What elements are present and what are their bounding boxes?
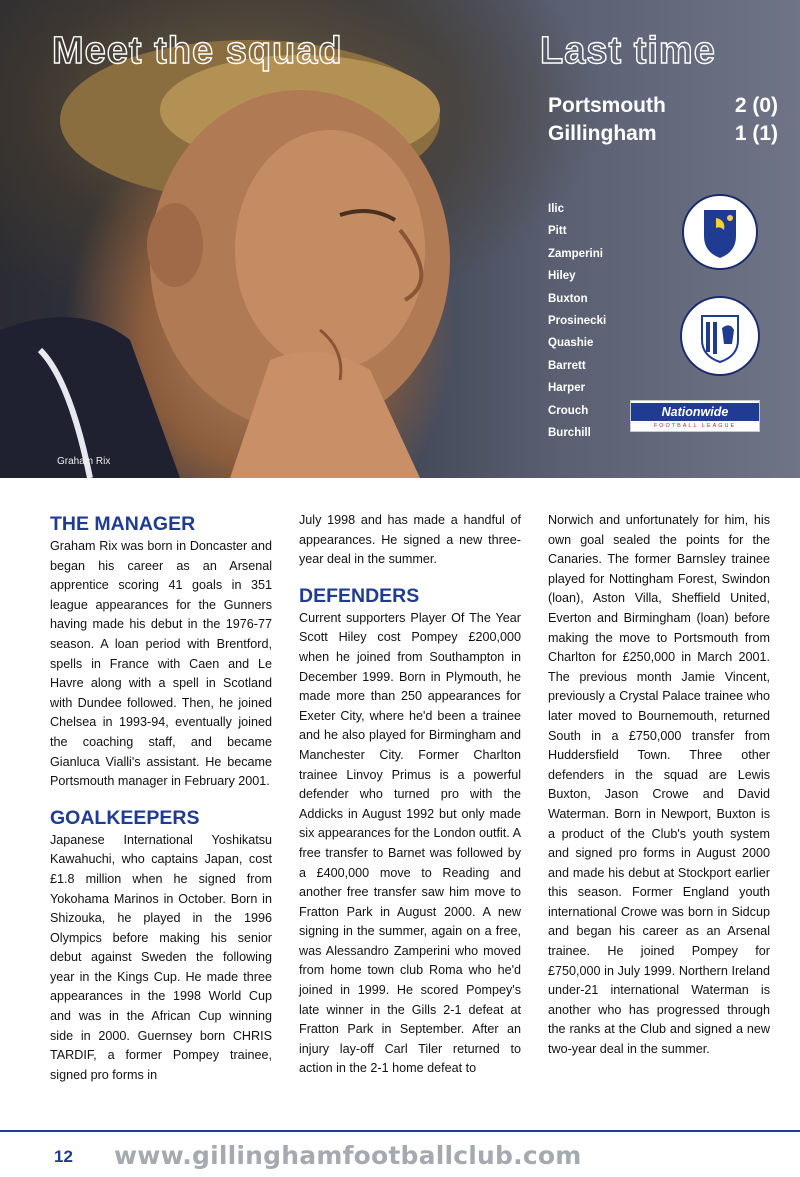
photo-caption: Graham Rix <box>57 456 111 467</box>
goalkeepers-paragraph-continued: July 1998 and has made a handful of appearances. He signed a new three-year deal in the summer. <box>299 513 521 567</box>
defenders-paragraph-continued: Norwich and unfortunately for him, his own goal sealed the points for the Canaries. The former Barnsley trainee played for Nottingham Forest, Swindon (loan), Aston Villa, Sheffield United, Everton and Birmingham (loan) before making the move to Portsmouth from Charlton for £250,000 in March 2001. The previous month Jamie Vincent, previously a Crystal Palace trainee who later moved to Bournemouth, returned South in a £750,000 transfer from Huddersfield Town. Three other defenders in the squad are Lewis Buxton, Jason Crowe and David Waterman. Born in Newport, Buxton is a product of the Club's youth system and signed pro forms in August 2000 and made his debut at Stockport earlier this season. Former England youth international Crowe was born in Sidcup and began his career as an Arsenal trainee. He joined Pompey for £750,000 in July 1999. Northern Ireland under-21 international Waterman is another who has progressed through the ranks at the Club and signed a new two-year deal in the summer. <box>548 513 770 1057</box>
team-score: 1 (1) <box>734 122 778 145</box>
lineup-player: Ilic <box>548 203 564 215</box>
defenders-heading: DEFENDERS <box>299 584 420 607</box>
goalkeepers-heading: GOALKEEPERS <box>50 806 200 829</box>
lineup-player: Zamperini <box>548 247 603 260</box>
goalkeepers-paragraph: Japanese International Yoshikatsu Kawahuchi, who captains Japan, cost £1.8 million when he signed from Yokohama Marinos in October. Born in Shizouka, he played in the 1996 Olympics before making his senior debut against Sweden the following year in the Kings Cup. He made three appearances in the 1998 World Cup and was in the African Cup winning side in 2000. Guernsey born CHRIS TARDIF, a former Pompey trainee, signed pro forms in <box>50 832 272 1082</box>
team-name: Portsmouth <box>548 94 666 117</box>
page-number: 12 <box>54 1147 73 1166</box>
column-2 <box>299 511 521 1079</box>
lineup-player: Burchill <box>548 427 591 440</box>
nationwide-subtitle: FOOTBALL LEAGUE <box>653 423 737 429</box>
gillingham-crest-icon <box>680 296 760 376</box>
club-website-link[interactable]: www.gillinghamfootballclub.com <box>114 1141 582 1170</box>
nationwide-league-logo <box>630 400 760 432</box>
lineup-player: Barrett <box>548 359 586 372</box>
score-row-gillingham <box>548 120 778 148</box>
team-name: Gillingham <box>548 122 657 145</box>
hero-photo <box>0 0 800 478</box>
manager-heading: THE MANAGER <box>50 513 196 535</box>
lineup-player: Pitt <box>548 225 567 238</box>
column-1 <box>50 511 272 1085</box>
lineup-player: Prosinecki <box>548 315 607 328</box>
meet-the-squad-title: Meet the squad <box>52 30 343 72</box>
portsmouth-lineup <box>548 198 606 444</box>
portsmouth-crest-icon <box>682 194 758 270</box>
lineup-player: Quashie <box>548 337 594 350</box>
column-3 <box>548 511 770 1060</box>
defenders-paragraph: Current supporters Player Of The Year Scott Hiley cost Pompey £200,000 when he joined from Southampton in December 1999. Born in Plymouth, he made more than 250 appearances for Exeter City, where he'd been a trainee and he also played for Birmingham and Manchester City. Former Charlton trainee Linvoy Primus is a powerful defender who turned pro with the Addicks in August 1992 but only made six appearances for the London outfit. A free transfer to Barnet was followed by a £400,000 move to Reading and another free transfer saw him move to Fratton Park in August 2000. A new signing in the summer, again on a free, was Alessandro Zamperini who moved from home town club Roma who he'd joined in 1999. He scored Pompey's late winner in the Gills 2-1 defeat at Fratton Park in September. After an injury lay-off Carl Tiler returned to action in the 2-1 home defeat to <box>299 610 521 1076</box>
manager-paragraph: Graham Rix was born in Doncaster and began his career as an Arsenal apprentice scoring 41 goals in 351 league appearances for the Gunners having made his debut in the 1976-77 season. A loan period with Brentford, spells in France with Caen and Le Havre along with a spell in Scotland with Dundee followed. Then, he joined Chelsea in 1993-94, eventually joined the coaching staff, and became Gianluca Vialli's assistant. He became Portsmouth manager in February 2001. <box>50 539 272 789</box>
team-score: 2 (0) <box>734 94 778 117</box>
lineup-player: Crouch <box>548 404 589 417</box>
score-row-portsmouth <box>548 92 778 120</box>
lineup-player: Harper <box>548 382 586 395</box>
footer-divider <box>0 1130 800 1132</box>
last-time-score <box>548 92 778 148</box>
nationwide-brand: Nationwide <box>631 403 759 421</box>
lineup-player: Hiley <box>548 270 576 283</box>
last-time-title: Last time <box>540 30 716 72</box>
lineup-player: Buxton <box>548 292 588 305</box>
